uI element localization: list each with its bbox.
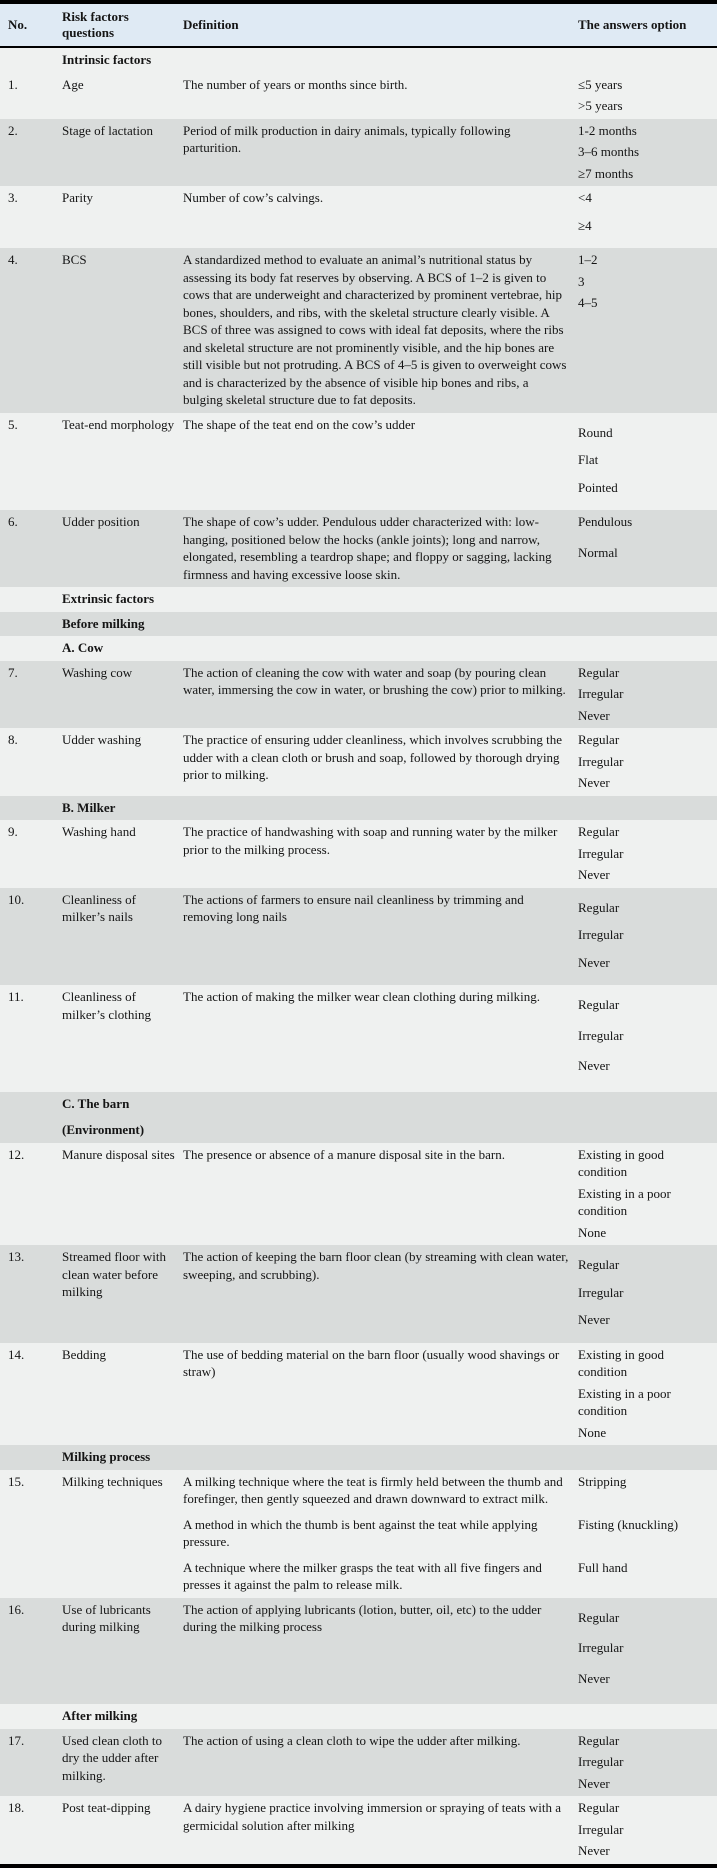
answer-option: Irregular <box>578 1640 624 1655</box>
question-cell: Bedding <box>62 1343 183 1446</box>
section-row <box>0 1704 717 1729</box>
answer-option: Existing in good condition <box>578 1346 664 1379</box>
column-header-questions: Risk factors questions <box>62 2 183 47</box>
answer-option: Irregular <box>578 1027 624 1043</box>
column-header-answers: The answers option <box>578 2 717 47</box>
answers-cell <box>578 1343 717 1446</box>
answer-option: Never <box>578 1312 610 1327</box>
definition-text: A standardized method to evaluate an animal’s nutritional status by assessing its body fat reserves by observing. A BCS of 1–2 is given to cows that are underweight and characterized by prominent vertebrae, hip bones, shoulders, and ribs, with the skeletal structure clearly visible. A BCS of three was assigned to cows with ideal fat deposits, where the ribs and skeletal structure are not prominently visible, and the hip bones are still visible but not protruding. A BCS of 4–5 is given to overweight cows and is characterized by the absence of visible hip bones and ribs, a bulging skeletal structure due to fat deposits. <box>183 252 567 407</box>
answer-option: Irregular <box>578 1754 624 1769</box>
table-body <box>0 47 717 1866</box>
definition-text: The practice of ensuring udder cleanliness, which involves scrubbing the udder with a clean cloth or brush and soap, followed by thorough drying prior to milking. <box>183 732 563 782</box>
answer-option: Regular <box>578 1732 620 1748</box>
table-row <box>0 186 717 248</box>
definition-text: The use of bedding material on the barn floor (usually wood shavings or straw) <box>183 1346 560 1379</box>
row-number-cell: 2. <box>0 119 62 187</box>
answer-option: Irregular <box>578 753 624 769</box>
definition-text: The action of making the milker wear clean clothing during milking. <box>183 989 541 1004</box>
table-row <box>0 1343 717 1446</box>
definition-cell <box>183 1729 578 1797</box>
answer-option: Existing in good condition <box>578 1146 664 1179</box>
answer-option: Never <box>578 954 610 970</box>
section-label: Extrinsic factors <box>62 591 155 606</box>
answer-option: Pendulous <box>578 514 633 529</box>
table-row <box>0 248 717 413</box>
definition-text: The action of using a clean cloth to wipe the udder after milking. <box>183 1732 521 1748</box>
answer-option: Normal <box>578 544 618 560</box>
answer-option: 4–5 <box>578 295 598 310</box>
answers-cell <box>578 186 717 248</box>
row-number-cell <box>0 1445 62 1470</box>
answer-option: 1–2 <box>578 252 598 267</box>
question-cell: Udder position <box>62 510 183 587</box>
answers-cell <box>578 413 717 511</box>
definition-text: The presence or absence of a manure disposal site in the barn. <box>183 1146 505 1162</box>
definition-cell <box>183 119 578 187</box>
table-row <box>0 413 717 511</box>
definition-text: The actions of farmers to ensure nail cleanliness by trimming and removing long nails <box>183 891 524 924</box>
answer-option: Regular <box>578 732 620 747</box>
question-cell: Streamed floor with clean water before milking <box>62 1245 183 1343</box>
answer-option: Regular <box>578 1609 620 1625</box>
definition-text: Number of cow’s calvings. <box>183 190 324 205</box>
answers-cell <box>578 888 717 986</box>
answer-option: Irregular <box>578 1284 624 1300</box>
definition-cell <box>183 1343 578 1446</box>
table-row <box>0 119 717 187</box>
row-number-cell <box>0 1092 62 1143</box>
row-number-cell: 8. <box>0 728 62 796</box>
definition-text: A dairy hygiene practice involving immersion or spraying of teats with a germicidal solution after milking <box>183 1800 561 1833</box>
answers-cell <box>578 661 717 729</box>
definition-cell <box>183 1143 578 1246</box>
answer-option: Never <box>578 867 610 882</box>
definition-text: Period of milk production in dairy animals, typically following parturition. <box>183 122 511 155</box>
section-row <box>0 1445 717 1470</box>
section-row <box>0 47 717 73</box>
row-number-cell <box>0 636 62 661</box>
table-row <box>0 1470 717 1598</box>
definition-cell <box>183 1796 578 1866</box>
answer-option: Never <box>578 775 610 790</box>
question-cell: Use of lubricants during milking <box>62 1598 183 1705</box>
answer-option: Existing in a poor condition <box>578 1385 671 1418</box>
section-row <box>0 612 717 637</box>
row-number-cell: 14. <box>0 1343 62 1446</box>
table-row <box>0 1143 717 1246</box>
row-number-cell: 15. <box>0 1470 62 1598</box>
table-row <box>0 728 717 796</box>
row-number-cell: 5. <box>0 413 62 511</box>
question-cell: Post teat-dipping <box>62 1796 183 1866</box>
table-row <box>0 661 717 729</box>
definition-text: A technique where the milker grasps the teat with all five fingers and presses it against the palm to release milk. <box>183 1559 542 1592</box>
question-cell: Used clean cloth to dry the udder after milking. <box>62 1729 183 1797</box>
definition-text: A method in which the thumb is bent against the teat while applying pressure. <box>183 1516 538 1549</box>
definition-cell <box>183 248 578 413</box>
answer-option: 3 <box>578 273 585 289</box>
row-number-cell: 18. <box>0 1796 62 1866</box>
answer-option: Irregular <box>578 1821 624 1837</box>
definition-text: The action of applying lubricants (lotion, butter, oil, etc) to the udder during the milking process <box>183 1601 542 1634</box>
answer-option: Never <box>578 1058 610 1073</box>
answer-option: ≥4 <box>578 217 592 233</box>
definition-answer-pair <box>183 1473 709 1508</box>
section-cell <box>62 47 717 73</box>
answer-option: 3–6 months <box>578 144 640 159</box>
row-number-cell: 1. <box>0 73 62 119</box>
question-cell: Age <box>62 73 183 119</box>
definition-cell <box>183 728 578 796</box>
definition-text: The action of keeping the barn floor clean (by streaming with clean water, sweeping, and scrubbing). <box>183 1249 569 1282</box>
answers-cell <box>578 985 717 1092</box>
definition-cell <box>183 985 578 1092</box>
definition-answers-cell <box>183 1470 717 1598</box>
answer-option: Pointed <box>578 479 618 495</box>
table-row <box>0 1598 717 1705</box>
section-label: B. Milker <box>62 799 116 815</box>
section-label: After milking <box>62 1708 138 1723</box>
question-cell: Washing cow <box>62 661 183 729</box>
definition-cell <box>183 510 578 587</box>
row-number-cell: 16. <box>0 1598 62 1705</box>
section-label: C. The barn <box>62 1095 130 1111</box>
answers-cell <box>578 1796 717 1866</box>
table-row <box>0 510 717 587</box>
section-label: Intrinsic factors <box>62 52 152 67</box>
answer-option: None <box>578 1224 607 1240</box>
row-number-cell: 6. <box>0 510 62 587</box>
answer-option: Regular <box>578 824 620 839</box>
answer-option: Full hand <box>578 1559 628 1575</box>
row-number-cell: 4. <box>0 248 62 413</box>
answer-option: Round <box>578 424 613 440</box>
section-row <box>0 796 717 821</box>
row-number-cell: 7. <box>0 661 62 729</box>
column-header-no: No. <box>0 2 62 47</box>
section-cell <box>62 796 717 821</box>
definition-cell <box>183 73 578 119</box>
answer-option: Irregular <box>578 927 624 942</box>
section-row <box>0 1092 717 1143</box>
definition-cell <box>183 413 578 511</box>
answer-option: Fisting (knuckling) <box>578 1516 679 1532</box>
row-number-cell: 13. <box>0 1245 62 1343</box>
answers-cell <box>578 119 717 187</box>
definition-answer-pair <box>183 1559 709 1594</box>
answer-option: None <box>578 1424 607 1440</box>
answer-option: Flat <box>578 452 599 467</box>
row-number-cell <box>0 1704 62 1729</box>
row-number-cell: 9. <box>0 820 62 888</box>
section-label: Milking process <box>62 1449 151 1464</box>
definition-text: The number of years or months since birth. <box>183 76 408 92</box>
header-row <box>0 2 717 47</box>
question-cell: Parity <box>62 186 183 248</box>
answer-option: Existing in a poor condition <box>578 1185 671 1218</box>
section-cell <box>62 587 717 612</box>
answer-option: Never <box>578 1843 610 1858</box>
row-number-cell <box>0 47 62 73</box>
section-label: A. Cow <box>62 640 104 655</box>
definition-text: The action of cleaning the cow with water and soap (by pouring clean water, immersing the cow in water, or brushing the cow) prior to milking. <box>183 664 566 697</box>
answer-option: Irregular <box>578 845 624 861</box>
question-cell: Manure disposal sites <box>62 1143 183 1246</box>
definition-text: The shape of cow’s udder. Pendulous udder characterized with: low-hanging, positioned below the hocks (ankle joints); long and narrow, elongated, resembling a teardrop shape; and floppy or sagging, lacking firmness and having excessive loose skin. <box>183 514 552 582</box>
definition-cell <box>183 1598 578 1705</box>
section-row <box>0 587 717 612</box>
table-row <box>0 73 717 119</box>
definition-cell <box>183 820 578 888</box>
answers-cell <box>578 73 717 119</box>
row-number-cell: 3. <box>0 186 62 248</box>
answer-option: Regular <box>578 1800 620 1815</box>
answer-option: >5 years <box>578 98 623 113</box>
section-row <box>0 636 717 661</box>
answers-cell <box>578 248 717 413</box>
answer-option: Never <box>578 1670 610 1686</box>
answer-option: 1-2 months <box>578 122 637 138</box>
row-number-cell <box>0 612 62 637</box>
section-label: Before milking <box>62 615 145 631</box>
table-row <box>0 820 717 888</box>
question-cell: Cleanliness of milker’s nails <box>62 888 183 986</box>
answer-option: ≤5 years <box>578 76 623 92</box>
row-number-cell: 12. <box>0 1143 62 1246</box>
question-cell: Teat-end morphology <box>62 413 183 511</box>
definition-text: The practice of handwashing with soap and running water by the milker prior to the milking process. <box>183 824 558 857</box>
question-cell: BCS <box>62 248 183 413</box>
question-cell: Udder washing <box>62 728 183 796</box>
answer-option: Regular <box>578 997 620 1012</box>
answers-cell <box>578 1598 717 1705</box>
definition-text: A milking technique where the teat is firmly held between the thumb and forefinger, then gently squeezed and drawn downward to extract milk. <box>183 1473 563 1506</box>
section-cell <box>62 612 717 637</box>
question-cell: Milking techniques <box>62 1470 183 1598</box>
definition-cell <box>183 186 578 248</box>
answer-option: ≥7 months <box>578 165 634 181</box>
section-cell <box>62 1092 717 1143</box>
table-row <box>0 985 717 1092</box>
row-number-cell: 10. <box>0 888 62 986</box>
question-cell: Stage of lactation <box>62 119 183 187</box>
row-number-cell: 17. <box>0 1729 62 1797</box>
column-header-definition: Definition <box>183 2 578 47</box>
section-cell <box>62 636 717 661</box>
answer-option: Never <box>578 707 610 723</box>
answers-cell <box>578 820 717 888</box>
answer-option: Regular <box>578 899 620 915</box>
definition-cell <box>183 888 578 986</box>
table-row <box>0 888 717 986</box>
row-number-cell <box>0 796 62 821</box>
answer-option: Regular <box>578 664 620 680</box>
answers-cell <box>578 1245 717 1343</box>
definition-cell <box>183 661 578 729</box>
answer-option: Irregular <box>578 686 624 701</box>
row-number-cell: 11. <box>0 985 62 1092</box>
section-label: (Environment) <box>62 1122 145 1137</box>
answers-cell <box>578 510 717 587</box>
section-cell <box>62 1445 717 1470</box>
row-number-cell <box>0 587 62 612</box>
table-row <box>0 1245 717 1343</box>
answers-cell <box>578 728 717 796</box>
question-cell: Cleanliness of milker’s clothing <box>62 985 183 1092</box>
question-cell: Washing hand <box>62 820 183 888</box>
table-row <box>0 1796 717 1866</box>
definition-answer-pair <box>183 1516 709 1551</box>
answers-cell <box>578 1143 717 1246</box>
section-cell <box>62 1704 717 1729</box>
table-row <box>0 1729 717 1797</box>
definition-text: The shape of the teat end on the cow’s udder <box>183 416 416 432</box>
answers-cell <box>578 1729 717 1797</box>
answer-option: Never <box>578 1775 610 1791</box>
definition-cell <box>183 1245 578 1343</box>
answer-option: Regular <box>578 1257 620 1272</box>
answer-option: Stripping <box>578 1473 627 1489</box>
answer-option: <4 <box>578 190 592 205</box>
